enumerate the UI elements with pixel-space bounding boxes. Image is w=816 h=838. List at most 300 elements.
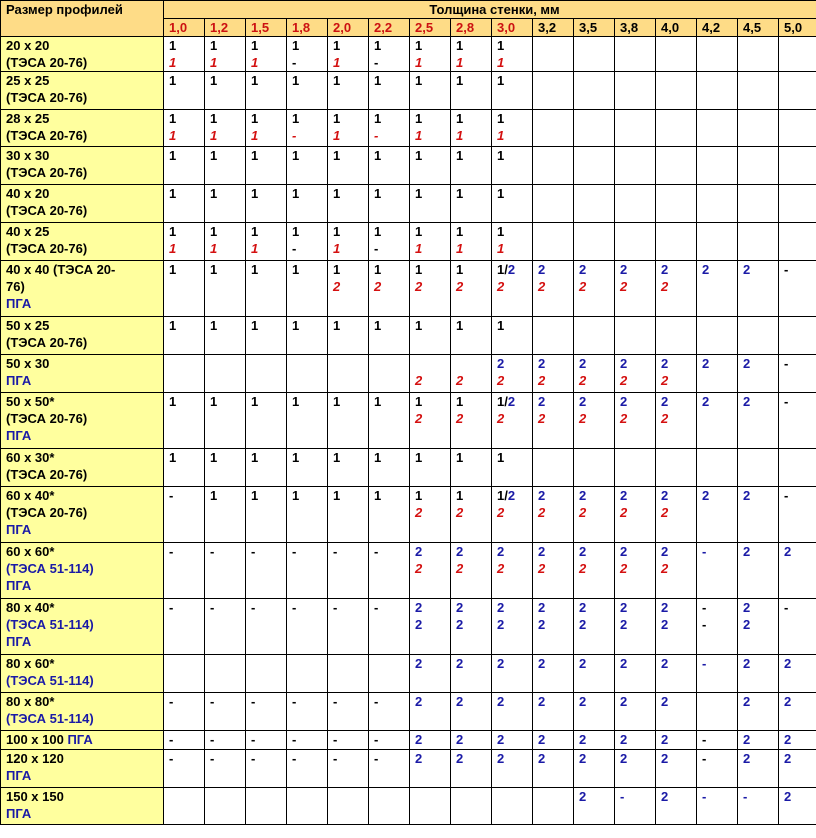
value-mixed: 1/2: [497, 488, 516, 503]
availability-cell: [246, 788, 287, 825]
availability-cell: 2: [738, 655, 779, 693]
availability-cell: - -: [697, 599, 738, 655]
row-label-text: 28 x 25: [6, 111, 50, 126]
availability-cell: 1: [246, 317, 287, 355]
profile-size-cell: [1, 261, 164, 317]
availability-cell: [779, 317, 816, 355]
availability-cell: 1: [164, 185, 205, 223]
row-label-text: (ТЭСА 51-114): [6, 561, 94, 576]
row-label-text: ПГА: [6, 806, 32, 821]
availability-cell: 1: [492, 317, 533, 355]
availability-cell: -: [246, 693, 287, 731]
availability-cell: [533, 449, 574, 487]
availability-cell: 1: [451, 72, 492, 110]
availability-cell: -: [246, 750, 287, 788]
availability-cell: 1/2 2: [492, 393, 533, 449]
thickness-header-cell: 3,5: [574, 19, 615, 37]
availability-cell: 1 -: [369, 37, 410, 72]
availability-cell: 1: [328, 317, 369, 355]
table-row: [1, 599, 816, 655]
profile-size-cell: [1, 317, 164, 355]
thickness-header-cell: 3,2: [533, 19, 574, 37]
availability-cell: 1/2 2: [492, 261, 533, 317]
availability-cell: [492, 788, 533, 825]
availability-cell: 2: [738, 693, 779, 731]
availability-cell: 1 1: [164, 223, 205, 261]
availability-cell: 2 2: [533, 543, 574, 599]
availability-cell: 1 1: [246, 223, 287, 261]
availability-cell: [328, 655, 369, 693]
availability-cell: [779, 147, 816, 185]
availability-cell: 1 -: [369, 223, 410, 261]
availability-cell: -: [246, 731, 287, 750]
availability-cell: 1: [328, 393, 369, 449]
row-label-text: (ТЭСА 51-114): [6, 711, 94, 726]
availability-cell: [574, 223, 615, 261]
availability-cell: 1: [164, 393, 205, 449]
availability-cell: [656, 110, 697, 147]
availability-cell: 2: [656, 731, 697, 750]
availability-cell: 2 2: [492, 355, 533, 393]
availability-cell: [533, 185, 574, 223]
availability-cell: 2 2: [574, 355, 615, 393]
availability-cell: [615, 223, 656, 261]
availability-cell: 1: [410, 449, 451, 487]
table-row: [1, 223, 816, 261]
availability-cell: 1: [287, 185, 328, 223]
availability-cell: 1: [369, 185, 410, 223]
availability-cell: [369, 788, 410, 825]
availability-cell: -: [287, 543, 328, 599]
availability-cell: 1: [328, 185, 369, 223]
availability-cell: 2: [492, 750, 533, 788]
availability-cell: [369, 655, 410, 693]
row-label-text: 60 x 60*: [6, 544, 55, 559]
availability-cell: 2: [410, 693, 451, 731]
availability-cell: 2 2: [656, 261, 697, 317]
availability-cell: 2 2: [615, 599, 656, 655]
availability-cell: [656, 185, 697, 223]
availability-cell: 1 -: [287, 110, 328, 147]
availability-cell: 1 1: [164, 37, 205, 72]
row-label-text: (ТЭСА 20-76): [6, 411, 88, 426]
availability-cell: [615, 147, 656, 185]
availability-cell: 1 1: [205, 37, 246, 72]
availability-cell: 1: [246, 261, 287, 317]
availability-cell: [697, 72, 738, 110]
availability-cell: 1: [246, 147, 287, 185]
availability-cell: 1: [287, 261, 328, 317]
profile-size-cell: [1, 355, 164, 393]
availability-cell: 1: [164, 72, 205, 110]
availability-cell: 2: [738, 487, 779, 543]
profile-size-cell: [1, 487, 164, 543]
row-label-text: ПГА: [6, 768, 32, 783]
thickness-header-cell: 2,8: [451, 19, 492, 37]
availability-cell: 2: [533, 731, 574, 750]
availability-cell: [656, 147, 697, 185]
profile-size-cell: [1, 788, 164, 825]
availability-cell: [287, 355, 328, 393]
availability-cell: 1: [492, 449, 533, 487]
availability-cell: 1 2: [451, 487, 492, 543]
availability-cell: 1: [369, 449, 410, 487]
table-row: [1, 487, 816, 543]
availability-cell: 2 2: [574, 599, 615, 655]
value-mixed: 1/2: [497, 262, 516, 277]
availability-cell: -: [328, 599, 369, 655]
row-label-text: (ТЭСА 20-76): [6, 90, 88, 105]
availability-cell: [164, 355, 205, 393]
availability-cell: [738, 37, 779, 72]
availability-cell: [738, 223, 779, 261]
row-label-text: ПГА: [6, 373, 32, 388]
availability-cell: [615, 110, 656, 147]
availability-cell: [328, 355, 369, 393]
availability-cell: 1: [205, 185, 246, 223]
availability-cell: [697, 110, 738, 147]
availability-cell: 1: [451, 317, 492, 355]
availability-cell: 2: [574, 655, 615, 693]
availability-cell: [697, 693, 738, 731]
availability-cell: -: [369, 543, 410, 599]
size-column-header: Размер профилей: [1, 1, 164, 37]
availability-cell: 2: [615, 693, 656, 731]
availability-cell: [779, 185, 816, 223]
availability-cell: [533, 317, 574, 355]
availability-cell: 1 1: [328, 223, 369, 261]
row-label-text: 150 x 150: [6, 789, 64, 804]
availability-cell: [533, 788, 574, 825]
availability-cell: 2: [410, 731, 451, 750]
availability-cell: 2 2: [533, 487, 574, 543]
availability-cell: 1: [246, 487, 287, 543]
availability-cell: 1 2: [410, 487, 451, 543]
availability-cell: 2: [574, 788, 615, 825]
availability-cell: [656, 449, 697, 487]
availability-cell: -: [328, 731, 369, 750]
availability-cell: -: [164, 599, 205, 655]
availability-cell: [779, 37, 816, 72]
availability-cell: -: [205, 731, 246, 750]
availability-cell: -: [287, 731, 328, 750]
availability-cell: -: [164, 487, 205, 543]
availability-cell: 2 2: [574, 393, 615, 449]
availability-cell: 1 1: [205, 110, 246, 147]
row-label-text: 60 x 40*: [6, 488, 55, 503]
availability-cell: [697, 317, 738, 355]
availability-cell: 1 1: [410, 110, 451, 147]
row-label-text: 40 x 25: [6, 224, 50, 239]
availability-cell: 2: [738, 355, 779, 393]
availability-cell: [779, 449, 816, 487]
availability-cell: 2: [410, 355, 451, 393]
availability-cell: 2 2: [533, 599, 574, 655]
availability-cell: -: [369, 599, 410, 655]
availability-cell: 2: [451, 731, 492, 750]
availability-cell: 2: [533, 750, 574, 788]
availability-cell: 1: [287, 72, 328, 110]
availability-cell: 2 2: [656, 543, 697, 599]
availability-cell: [656, 317, 697, 355]
availability-cell: [451, 788, 492, 825]
availability-cell: -: [287, 693, 328, 731]
availability-cell: [287, 788, 328, 825]
availability-cell: 1: [451, 185, 492, 223]
table-row: [1, 655, 816, 693]
profile-size-cell: [1, 393, 164, 449]
availability-cell: 2: [656, 693, 697, 731]
availability-cell: 2 2: [410, 543, 451, 599]
availability-cell: 1: [369, 487, 410, 543]
availability-cell: 2: [779, 693, 816, 731]
availability-cell: 1 2: [410, 393, 451, 449]
thickness-header-cell: 2,5: [410, 19, 451, 37]
availability-cell: 2: [656, 750, 697, 788]
availability-cell: -: [164, 750, 205, 788]
availability-cell: [697, 223, 738, 261]
row-label-text: (ТЭСА 20-76): [6, 335, 88, 350]
availability-cell: [164, 655, 205, 693]
profile-size-cell: [1, 449, 164, 487]
availability-cell: 2 2: [492, 599, 533, 655]
availability-cell: 1: [205, 147, 246, 185]
availability-cell: [697, 449, 738, 487]
row-label-text: 40 x 20: [6, 186, 50, 201]
availability-cell: 1: [287, 393, 328, 449]
availability-cell: [615, 185, 656, 223]
profile-size-cell: [1, 72, 164, 110]
availability-cell: 2 2: [615, 355, 656, 393]
availability-cell: 1: [205, 317, 246, 355]
availability-cell: 2: [738, 543, 779, 599]
availability-cell: 2: [410, 655, 451, 693]
availability-cell: -: [164, 693, 205, 731]
row-label-text: 120 x 120: [6, 751, 64, 766]
thickness-header-cell: 4,5: [738, 19, 779, 37]
row-label-text: ПГА: [6, 634, 32, 649]
availability-cell: [533, 223, 574, 261]
availability-cell: -: [779, 487, 816, 543]
row-label-text: 20 x 20: [6, 38, 50, 53]
availability-cell: -: [164, 543, 205, 599]
availability-cell: [369, 355, 410, 393]
availability-cell: 2 2: [574, 543, 615, 599]
availability-cell: 1 1: [410, 37, 451, 72]
profile-size-cell: [1, 37, 164, 72]
availability-cell: 2: [574, 731, 615, 750]
availability-cell: 1 1: [246, 110, 287, 147]
availability-cell: 1: [205, 261, 246, 317]
availability-cell: 2: [451, 693, 492, 731]
availability-cell: [779, 72, 816, 110]
availability-cell: 1: [287, 147, 328, 185]
availability-cell: 1 -: [287, 37, 328, 72]
availability-cell: 1 2: [451, 261, 492, 317]
row-label-text: (ТЭСА 20-76): [6, 241, 88, 256]
profile-size-cell: [1, 750, 164, 788]
table-row: [1, 543, 816, 599]
row-label-text: 40 x 40 (ТЭСА 20-: [6, 262, 116, 277]
availability-cell: 1: [328, 487, 369, 543]
availability-cell: 1: [492, 185, 533, 223]
availability-cell: 1 1: [451, 223, 492, 261]
availability-cell: [410, 788, 451, 825]
availability-cell: 1: [287, 487, 328, 543]
availability-cell: 1: [369, 72, 410, 110]
availability-cell: 1 -: [287, 223, 328, 261]
availability-cell: 1: [205, 449, 246, 487]
thickness-header-cell: 4,2: [697, 19, 738, 37]
availability-cell: [205, 788, 246, 825]
row-label-text: 100 x 100 ПГА: [6, 732, 93, 747]
availability-cell: 1 1: [492, 223, 533, 261]
availability-cell: 1 1: [492, 37, 533, 72]
availability-cell: -: [328, 693, 369, 731]
availability-cell: [164, 788, 205, 825]
row-label-text: (ТЭСА 20-76): [6, 128, 88, 143]
availability-cell: [697, 147, 738, 185]
profile-size-cell: [1, 693, 164, 731]
availability-cell: [615, 37, 656, 72]
availability-cell: 1: [164, 317, 205, 355]
availability-cell: 1: [451, 449, 492, 487]
table-row: [1, 37, 816, 72]
availability-cell: 1: [287, 317, 328, 355]
table-row: [1, 110, 816, 147]
table-row: [1, 355, 816, 393]
table-row: [1, 731, 816, 750]
availability-cell: 2: [451, 355, 492, 393]
availability-cell: -: [164, 731, 205, 750]
availability-cell: 1: [246, 393, 287, 449]
availability-cell: 1: [369, 147, 410, 185]
availability-cell: -: [287, 599, 328, 655]
thickness-column-header: Толщина стенки, мм: [164, 1, 816, 19]
profile-size-cell: [1, 223, 164, 261]
availability-cell: 2 2: [533, 393, 574, 449]
availability-cell: [779, 110, 816, 147]
table-row: [1, 261, 816, 317]
availability-cell: 2: [697, 355, 738, 393]
availability-cell: 2: [615, 655, 656, 693]
table-row: [1, 449, 816, 487]
value-mixed: 1/2: [497, 394, 516, 409]
availability-cell: 2: [738, 750, 779, 788]
row-label-text: 50 x 30: [6, 356, 50, 371]
availability-cell: [656, 72, 697, 110]
availability-cell: [738, 185, 779, 223]
availability-cell: [533, 110, 574, 147]
availability-cell: 2: [779, 543, 816, 599]
availability-cell: 1 2: [451, 393, 492, 449]
availability-cell: [656, 223, 697, 261]
availability-cell: 1 1: [246, 37, 287, 72]
availability-cell: 2: [697, 393, 738, 449]
availability-cell: 2: [451, 655, 492, 693]
availability-cell: 2 2: [738, 599, 779, 655]
availability-cell: -: [697, 788, 738, 825]
availability-cell: [615, 449, 656, 487]
availability-cell: -: [205, 693, 246, 731]
row-label-text: ПГА: [6, 428, 32, 443]
availability-cell: [574, 72, 615, 110]
availability-cell: -: [287, 750, 328, 788]
thickness-header-cell: 2,2: [369, 19, 410, 37]
row-label-text: (ТЭСА 20-76): [6, 467, 88, 482]
row-label-text: 80 x 60*: [6, 656, 55, 671]
availability-cell: 2: [656, 788, 697, 825]
row-label-text: (ТЭСА 20-76): [6, 55, 88, 70]
availability-cell: 2: [533, 693, 574, 731]
thickness-header-cell: 1,5: [246, 19, 287, 37]
availability-cell: -: [697, 750, 738, 788]
availability-cell: 1: [246, 72, 287, 110]
row-label-text: ПГА: [6, 296, 32, 311]
availability-cell: 1: [328, 72, 369, 110]
availability-cell: 2 2: [656, 393, 697, 449]
availability-cell: 2: [451, 750, 492, 788]
availability-cell: [697, 185, 738, 223]
availability-cell: -: [369, 693, 410, 731]
table-row: [1, 393, 816, 449]
availability-cell: 1: [369, 393, 410, 449]
availability-cell: [574, 317, 615, 355]
availability-cell: 2: [492, 693, 533, 731]
availability-cell: [697, 37, 738, 72]
availability-cell: 2: [574, 693, 615, 731]
availability-cell: 2 2: [656, 355, 697, 393]
availability-cell: -: [615, 788, 656, 825]
availability-cell: 2: [738, 261, 779, 317]
thickness-header-cell: 4,0: [656, 19, 697, 37]
availability-cell: 2 2: [615, 543, 656, 599]
availability-cell: 2: [533, 655, 574, 693]
availability-cell: [287, 655, 328, 693]
availability-cell: 1: [492, 147, 533, 185]
row-label-text: 80 x 80*: [6, 694, 55, 709]
availability-cell: 2: [697, 261, 738, 317]
availability-cell: 2 2: [574, 261, 615, 317]
availability-cell: -: [738, 788, 779, 825]
availability-cell: 1 1: [328, 110, 369, 147]
profile-size-cell: [1, 543, 164, 599]
row-label-text: 76): [6, 279, 25, 294]
row-label-text: (ТЭСА 20-76): [6, 505, 88, 520]
availability-cell: 1: [205, 72, 246, 110]
thickness-header-cell: 1,2: [205, 19, 246, 37]
availability-cell: [574, 110, 615, 147]
availability-cell: [246, 655, 287, 693]
availability-cell: [738, 147, 779, 185]
availability-cell: [738, 110, 779, 147]
availability-cell: 2 2: [656, 599, 697, 655]
availability-cell: -: [697, 543, 738, 599]
availability-cell: 1: [410, 147, 451, 185]
availability-cell: -: [697, 731, 738, 750]
table-row: [1, 72, 816, 110]
availability-cell: 1: [369, 317, 410, 355]
availability-cell: 1/2 2: [492, 487, 533, 543]
availability-cell: [574, 185, 615, 223]
availability-cell: 1: [287, 449, 328, 487]
availability-cell: 2 2: [533, 355, 574, 393]
thickness-header-cell: 5,0: [779, 19, 816, 37]
availability-cell: 2: [574, 750, 615, 788]
thickness-header-cell: 1,8: [287, 19, 328, 37]
row-label-text: 50 x 50*: [6, 394, 55, 409]
row-label-text: 60 x 30*: [6, 450, 55, 465]
